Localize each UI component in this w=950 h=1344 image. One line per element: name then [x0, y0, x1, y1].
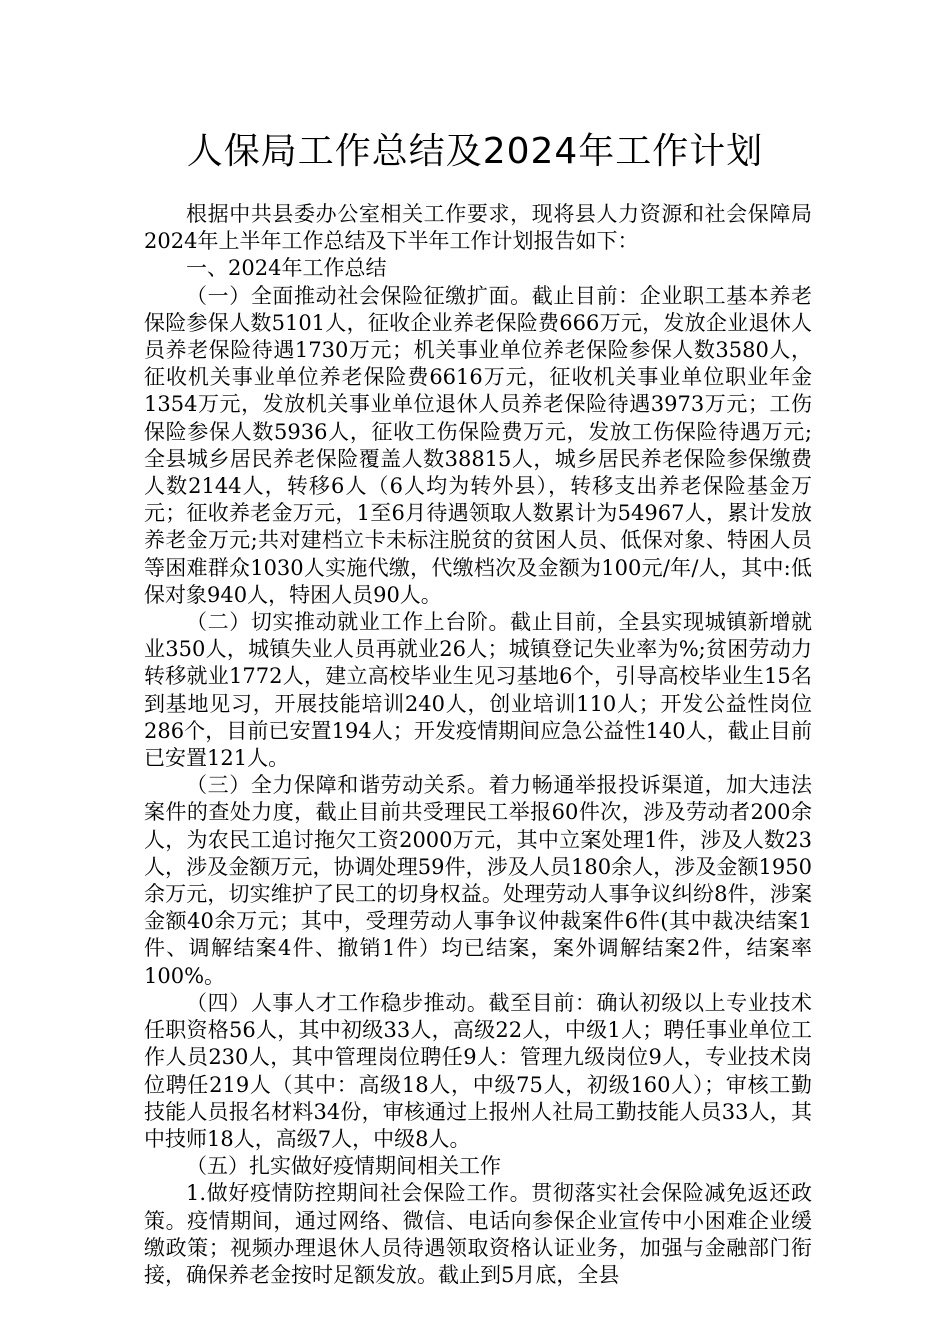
section-heading-1: 一、2024年工作总结 — [186, 256, 387, 281]
paragraph-epidemic-insurance: 1.做好疫情防控期间社会保险工作。贯彻落实社会保险减免返还政策。疫情期间，通过网络、微信、电话向参保企业宣传中小困难企业缓缴政策；视频办理退休人员待遇领取资格认证业务，加强与金融部门衔接，确保养老金按时足额发放。截止到5月底，全县 — [144, 1181, 812, 1287]
paragraph-intro: 根据中共县委办公室相关工作要求，现将县人力资源和社会保障局2024年上半年工作总结及下半年工作计划报告如下： — [144, 202, 812, 254]
document-title: 人保局工作总结及2024年工作计划 — [186, 131, 764, 172]
document-body — [144, 201, 812, 1289]
paragraph-personnel: （四）人事人才工作稳步推动。截至目前：确认初级以上专业技术任职资格56人，其中初级33人，高级22人，中级1人；聘任事业单位工作人员230人，其中管理岗位聘任9人：管理九级岗位9人，专业技术岗位聘任219人（其中：高级18人，中级75人，初级160人）；审核工勤技能人员报名材料34份，审核通过上报州人社局工勤技能人员33人，其中技师18人，高级7人，中级8人。 — [144, 990, 812, 1151]
subsection-heading-epidemic: （五）扎实做好疫情期间相关工作 — [186, 1154, 501, 1179]
paragraph-social-insurance: （一）全面推动社会保险征缴扩面。截止目前：企业职工基本养老保险参保人数5101人，征收企业养老保险费666万元，发放企业退休人员养老保险待遇1730万元；机关事业单位养老保险参保人数3580人，征收机关事业单位养老保险费6616万元，征收机关事业单位职业年金1354万元，发放机关事业单位退休人员养老保险待遇3973万元；工伤保险参保人数5936人，征收工伤保险费万元，发放工伤保险待遇万元;全县城乡居民养老保险覆盖人数38815人，城乡居民养老保险参保缴费人数2144人，转移6人（6人均为转外县），转移支出养老保险基金万元；征收养老金万元，1至6月待遇领取人数累计为54967人，累计发放养老金万元;共对建档立卡未标注脱贫的贫困人员、低保对象、特困人员等困难群众1030人实施代缴，代缴档次及金额为100元/年/人，其中:低保对象940人，特困人员90人。 — [144, 283, 812, 607]
paragraph-employment: （二）切实推动就业工作上台阶。截止目前，全县实现城镇新增就业350人，城镇失业人员再就业26人；城镇登记失业率为%;贫困劳动力转移就业1772人，建立高校毕业生见习基地6个，引导高校毕业生15名到基地见习，开展技能培训240人，创业培训110人；开发公益性岗位286个，目前已安置194人；开发疫情期间应急公益性140人，截止目前已安置121人。 — [144, 610, 812, 771]
paragraph-labor-relations: （三）全力保障和谐劳动关系。着力畅通举报投诉渠道，加大违法案件的查处力度，截止目前共受理民工举报60件次，涉及劳动者200余人，为农民工追讨拖欠工资2000万元，其中立案处理1件，涉及人数23人，涉及金额万元，协调处理59件，涉及人员180余人，涉及金额1950余万元，切实维护了民工的切身权益。处理劳动人事争议纠纷8件，涉案金额40余万元；其中，受理劳动人事争议仲裁案件6件(其中裁决结案1件、调解结案4件、撤销1件）均已结案，案外调解结案2件，结案率100%。 — [144, 773, 812, 988]
